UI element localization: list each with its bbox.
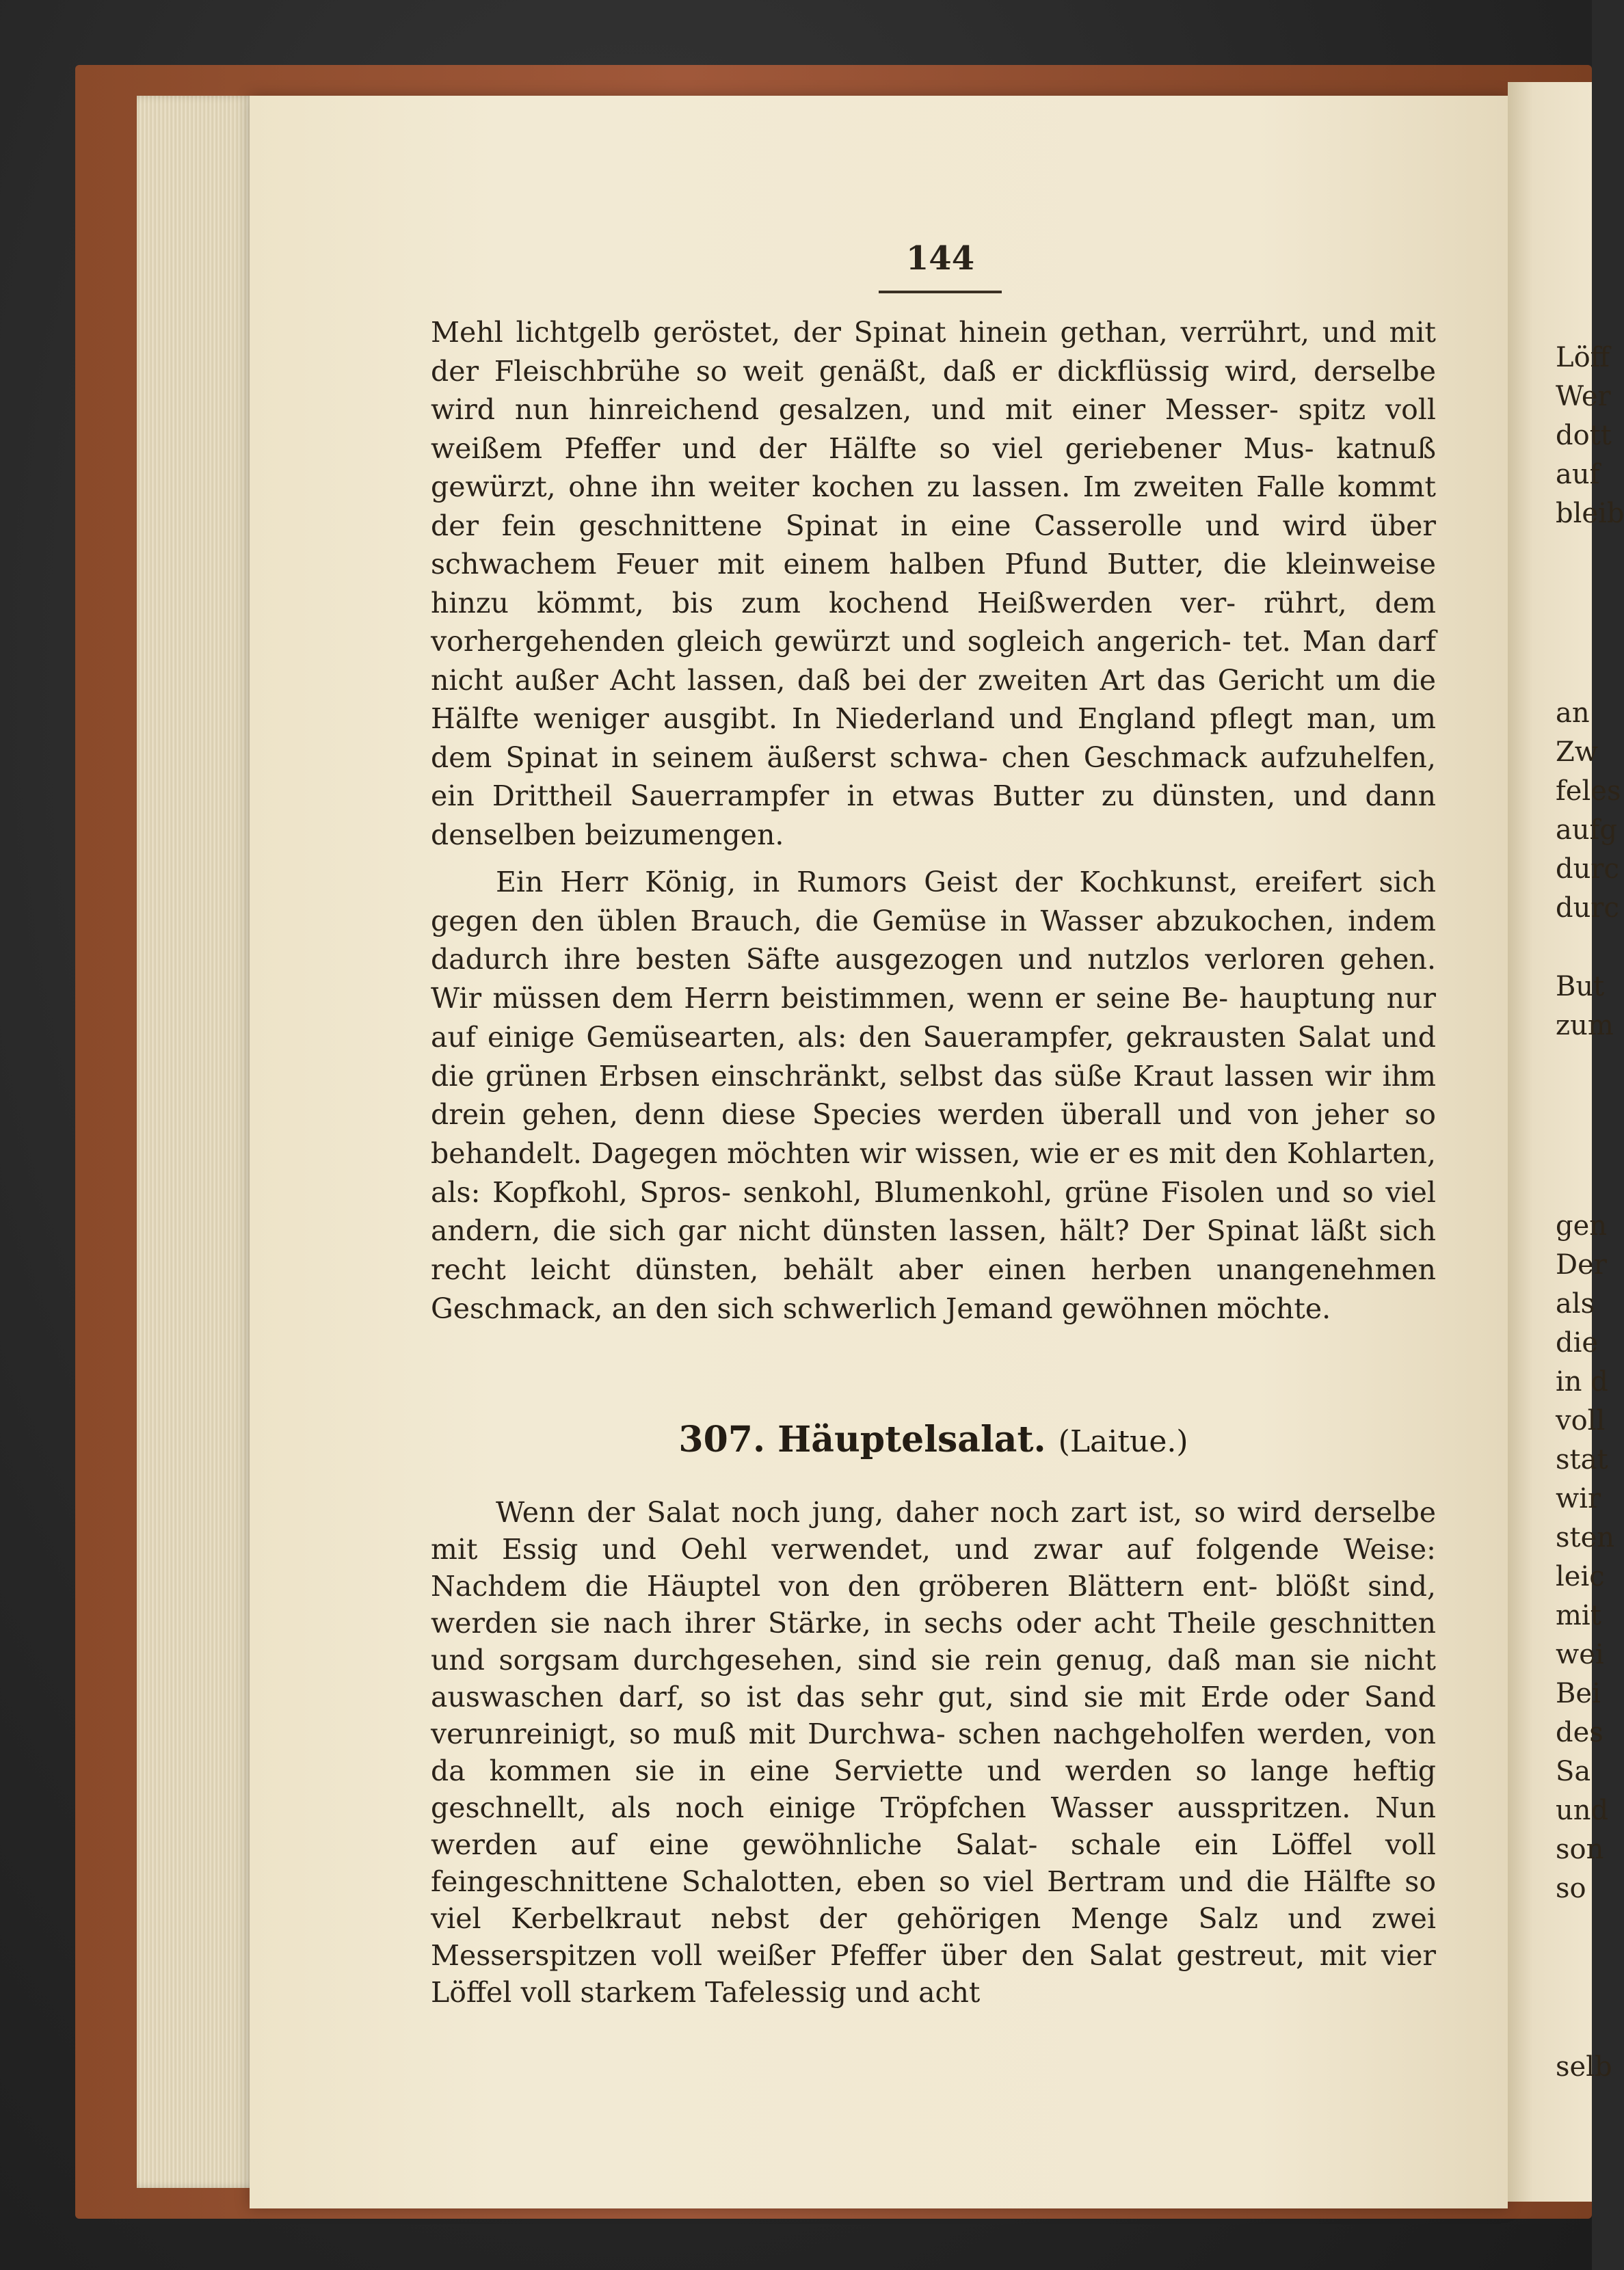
next-page-fragment: voll xyxy=(1556,1405,1606,1437)
section-heading xyxy=(431,1419,1436,1460)
next-page-fragment: mit xyxy=(1556,1600,1601,1631)
next-page-fragment: Zw xyxy=(1556,736,1599,768)
next-page-fragment: Sa xyxy=(1556,1756,1591,1787)
next-page-fragment: wir xyxy=(1556,1483,1601,1514)
paragraph-salad: Wenn der Salat noch jung, daher noch zart ist, so wird derselbe mit Essig und Oehl verwendet, und zwar auf folgende Weise: Nachdem die Häuptel von den gröberen Blättern ent- blößt sind, werden sie nach ihrer Stärke, in sechs oder acht Theile geschnitten und sorgsam durchgesehen, sind sie rein genug, daß man sie nicht auswaschen darf, so ist das sehr gut, sind sie mit Erde oder Sand verunreinigt, so muß mit Durchwa- schen nachgeholfen werden, von da kommen sie in eine Serviette und werden so lange heftig geschnellt, als noch einige Tröpfchen Wasser ausspritzen. Nun werden auf eine gewöhnliche Salat- schale ein Löffel voll feingeschnittene Schalotten, eben so viel Bertram und die Hälfte so viel Kerbelkraut nebst der gehörigen Menge Salz und zwei Messerspitzen voll weißer Pfeffer über den Salat gestreut, mit vier Löffel voll starkem Tafelessig und acht xyxy=(431,1496,1436,2009)
next-page-fragment: But xyxy=(1556,971,1605,1002)
next-page-fragment: wei xyxy=(1556,1639,1604,1670)
next-page-fragment: Wer xyxy=(1556,381,1611,412)
next-page-fragment: und xyxy=(1556,1795,1609,1826)
paragraph-koenig: Ein Herr König, in Rumors Geist der Kochkunst, ereifert sich gegen den üblen Brauch, die Gemüse in Wasser abzukochen, indem dadurch ihre besten Säfte ausgezogen und nutzlos verloren gehen. Wir müssen dem Herrn beistimmen, wenn er seine Be- hauptung nur auf einige Gemüsearten, als: den Sauerampfer, gekrausten Salat und die grünen Erbsen einschränkt, selbst das süße Kraut lassen wir ihm drein gehen, denn diese Species werden überall und von jeher so behandelt. Dagegen möchten wir wissen, wie er es mit den Kohlarten, als: Kopfkohl, Spros- senkohl, Blumenkohl, grüne Fisolen und so viel andern, die sich gar nicht dünsten lassen, hält? Der Spinat läßt sich recht leicht dünsten, behält aber einen herben unangenehmen Geschmack, an den sich schwerlich Jemand gewöhnen möchte. xyxy=(431,866,1436,1325)
next-page-fragment: so xyxy=(1556,1873,1586,1904)
next-page-fragment: als xyxy=(1556,1288,1595,1320)
page-edges xyxy=(137,96,260,2188)
next-page-fragment: an xyxy=(1556,697,1590,729)
next-page-fragment: gen xyxy=(1556,1210,1608,1242)
next-page-fragment: bleib xyxy=(1556,498,1624,529)
page-number: 144 xyxy=(905,239,975,278)
next-page-fragment: Löff xyxy=(1556,342,1610,373)
next-page-edge xyxy=(1508,82,1624,2202)
next-page-fragment: dott xyxy=(1556,420,1612,451)
next-page-fragment: zum xyxy=(1556,1010,1614,1041)
next-page-fragment: des xyxy=(1556,1717,1603,1748)
heading-title: 307. Häuptelsalat. xyxy=(678,1419,1046,1460)
next-page-fragment: aufg xyxy=(1556,814,1618,846)
next-page-fragment: Der xyxy=(1556,1249,1607,1281)
next-page-fragment: son xyxy=(1556,1834,1604,1865)
next-page-fragment: die xyxy=(1556,1327,1599,1359)
next-page-fragment: sten xyxy=(1556,1522,1615,1553)
next-page-fragment: auf xyxy=(1556,459,1600,490)
next-page-fragment: Bei xyxy=(1556,1678,1601,1709)
paragraph-spinach-continued: Mehl lichtgelb geröstet, der Spinat hinein gethan, verrührt, und mit der Fleischbrühe so weit genäßt, daß er dickflüssig wird, derselbe wird nun hinreichend gesalzen, und mit einer Messer- spitz voll weißem Pfeffer und der Hälfte so viel geriebener Mus- katnuß gewürzt, ohne ihn weiter kochen zu lassen. Im zweiten Falle kommt der fein geschnittene Spinat in eine Casserolle und wird über schwachem Feuer mit einem halben Pfund Butter, die kleinweise hinzu kömmt, bis zum kochend Heißwerden ver- rührt, dem vorhergehenden gleich gewürzt und sogleich angerich- tet. Man darf nicht außer Acht lassen, daß bei der zweiten Art das Gericht um die Hälfte weniger ausgibt. In Niederland und England pflegt man, um dem Spinat in seinem äußerst schwa- chen Geschmack aufzuhelfen, ein Drittheil Sauerrampfer in etwas Butter zu dünsten, und dann denselben beizumengen. xyxy=(431,316,1436,851)
next-page-fragment: leic xyxy=(1556,1561,1605,1592)
next-page-fragment: in d xyxy=(1556,1366,1608,1398)
next-page-fragment: durc xyxy=(1556,853,1619,885)
next-page-fragment: stat xyxy=(1556,1444,1608,1476)
page-number-rule xyxy=(879,291,1002,293)
next-page-fragment: feles xyxy=(1556,775,1621,807)
next-page-fragment: durc xyxy=(1556,892,1619,924)
next-page-fragment: selb xyxy=(1556,2051,1612,2083)
heading-french: (Laitue.) xyxy=(1058,1424,1188,1459)
